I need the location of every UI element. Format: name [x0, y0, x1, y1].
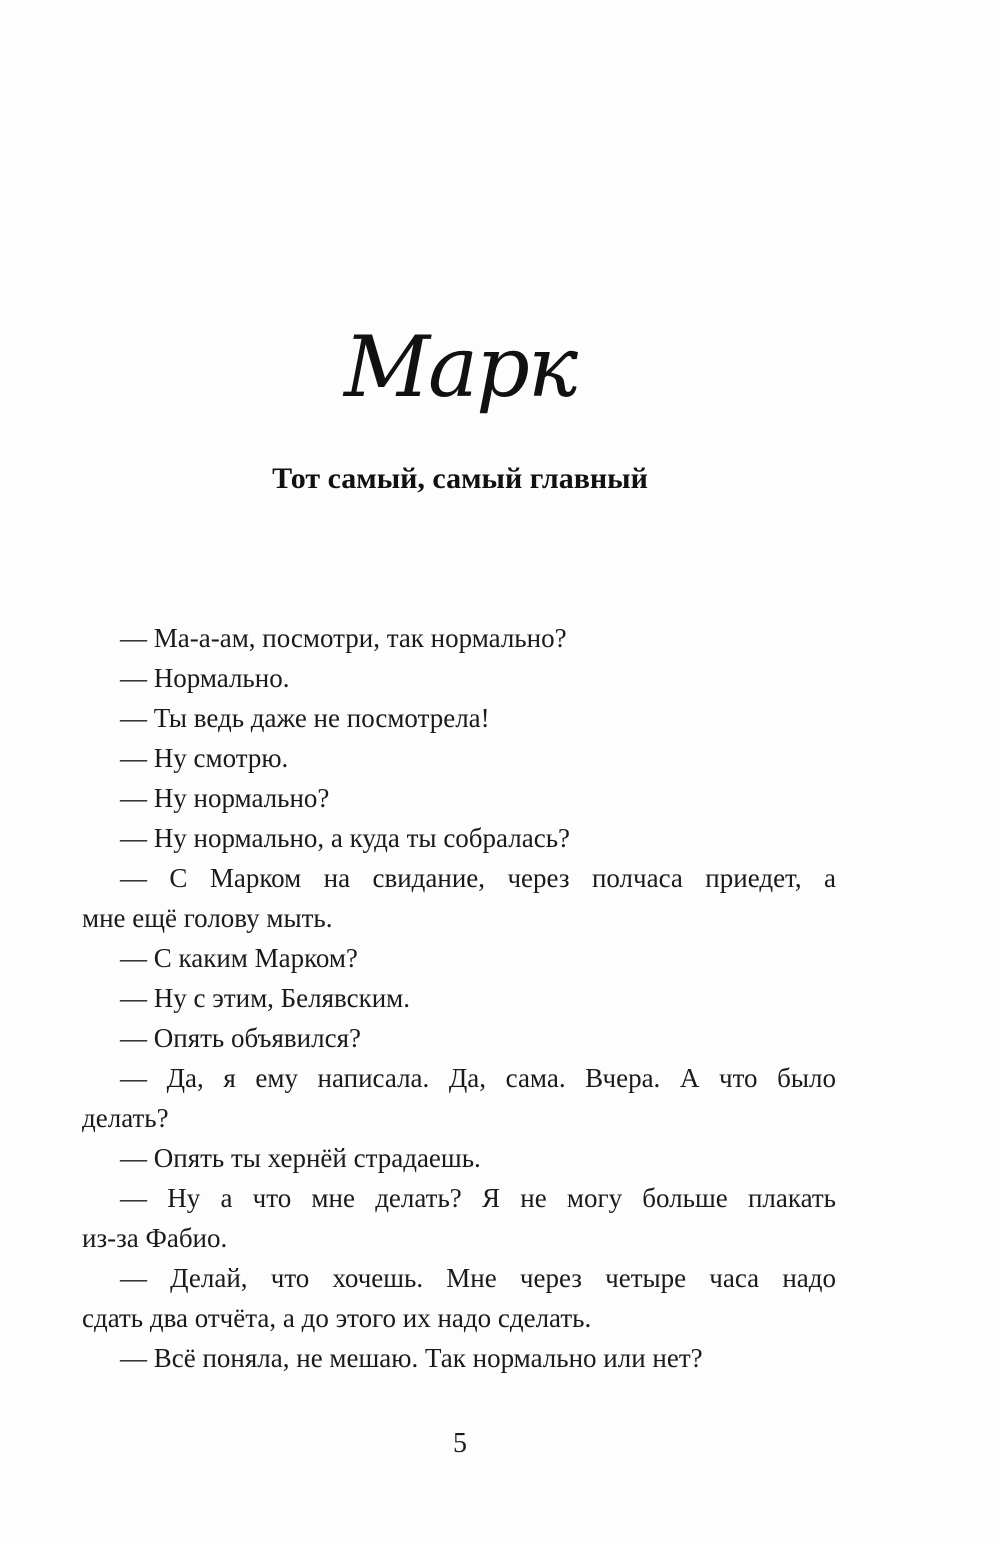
text-line: — Ма-а-ам, посмотри, так нормально?: [120, 623, 567, 653]
text-line: мне ещё голову мыть.: [82, 903, 333, 933]
page-number: 5: [453, 1428, 467, 1459]
text-line: — Всё поняла, не мешаю. Так нормально или нет?: [120, 1343, 703, 1373]
chapter-subtitle: Тот самый, самый главный: [272, 462, 648, 495]
text-line: — Делай, что хочешь. Мне через четыре часа надо: [120, 1263, 836, 1293]
text-line: — Опять объявился?: [120, 1023, 361, 1053]
text-line: — С каким Марком?: [120, 943, 358, 973]
text-line: — Нормально.: [120, 663, 290, 693]
text-line: — Да, я ему написала. Да, сама. Вчера. А что было: [120, 1063, 836, 1093]
text-line: — Ну а что мне делать? Я не могу больше плакать: [120, 1183, 836, 1213]
text-line: — С Марком на свидание, через полчаса приедет, а: [120, 863, 836, 893]
text-line: — Опять ты хернёй страдаешь.: [120, 1143, 481, 1173]
text-line: — Ну с этим, Белявским.: [120, 983, 411, 1013]
text-line: — Ну нормально, а куда ты собралась?: [120, 823, 571, 853]
text-line: сдать два отчёта, а до этого их надо сделать.: [82, 1303, 592, 1333]
text-line: — Ну смотрю.: [120, 743, 289, 773]
text-line: из-за Фабио.: [82, 1223, 228, 1253]
body-text: [82, 618, 836, 1378]
text-line: — Ну нормально?: [120, 783, 330, 813]
chapter-title: Марк: [343, 318, 577, 416]
text-line: — Ты ведь даже не посмотрела!: [120, 703, 490, 733]
text-line: делать?: [82, 1103, 169, 1133]
